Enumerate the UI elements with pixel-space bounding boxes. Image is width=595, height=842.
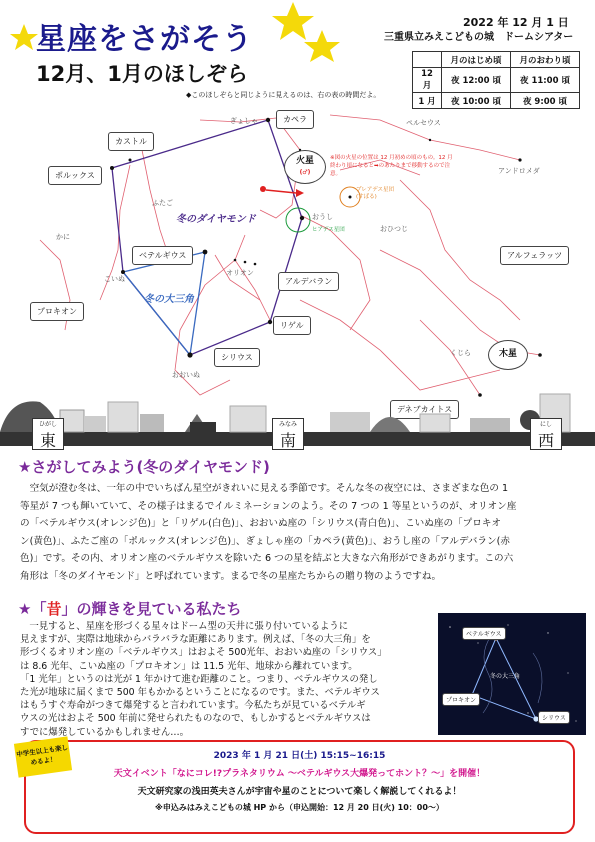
mars-note: ※図の火星の位置は 12 月初めの頃のもの。12 月終わり頃になると➡のあたりまで移動するので注意。 bbox=[330, 155, 453, 177]
faint-label: ペルセウス bbox=[406, 119, 441, 127]
label-pollux: ポルックス bbox=[48, 166, 102, 185]
event-apply: ※申込みはみえこどもの城 HP から（申込開始：12 月 20 日(火) 10：00～） bbox=[155, 803, 444, 812]
label-capella: カペラ bbox=[276, 110, 314, 129]
label-aldebaran: アルデバラン bbox=[278, 272, 339, 291]
faint-label: おひつじ bbox=[380, 225, 408, 233]
table-row: 12 月 夜 12:00 頃 夜 11:00 頃 bbox=[413, 68, 580, 93]
label-sirius: シリウス bbox=[214, 348, 260, 367]
star-icon bbox=[304, 30, 340, 62]
time-note: ◆このほしぞらと同じように見えるのは、右の表の時間だよ。 bbox=[186, 91, 381, 99]
faint-label: かに bbox=[56, 233, 70, 241]
label-mars: 火星 bbox=[295, 156, 314, 166]
direction-east: ひがし 東 bbox=[32, 418, 64, 450]
faint-label: ぎょしゃ bbox=[230, 117, 258, 125]
photo-label-triangle: 冬の大三角 bbox=[490, 673, 521, 680]
mars-bubble: 火星 (♂) bbox=[284, 150, 326, 184]
faint-label: おおいぬ bbox=[172, 371, 200, 379]
label-procyon: プロキオン bbox=[30, 302, 84, 321]
faint-label: オリオン bbox=[226, 269, 254, 277]
label-hyades: ヒアデス星団 bbox=[312, 227, 345, 233]
event-desc: 天文研究家の浅田英夫さんが宇宙や星のことについて楽しく解説してくれるよ！ bbox=[137, 787, 462, 797]
event-title: 天文イベント「なにコレ!?プラネタリウム ～ベテルギウス大爆発ってホント？～」を開催！ bbox=[113, 769, 486, 779]
label-pleiades: プレアデス星団 (すばる) bbox=[356, 187, 395, 200]
photo-label-betelgeuse: ベテルギウス bbox=[462, 627, 506, 640]
label-winter-diamond: 冬のダイヤモンド bbox=[176, 214, 256, 225]
label-betelgeuse: ベテルギウス bbox=[132, 246, 193, 265]
faint-label: くじら bbox=[450, 349, 471, 357]
faint-label: アンドロメダ bbox=[498, 167, 540, 175]
faint-label: こいぬ bbox=[104, 275, 125, 283]
issue-date: 2022 年 12 月 1 日 bbox=[463, 16, 569, 29]
faint-label: おうし bbox=[312, 213, 333, 221]
star-icon bbox=[10, 24, 38, 50]
photo-label-sirius: シリウス bbox=[538, 711, 570, 724]
direction-west: にし 西 bbox=[530, 418, 562, 450]
label-winter-triangle: 冬の大三角 bbox=[144, 294, 194, 305]
event-box bbox=[24, 740, 575, 834]
label-castor: カストル bbox=[108, 132, 154, 151]
section1-heading: ★さがしてみよう(冬のダイヤモンド) bbox=[18, 458, 270, 476]
section2-body: 一見すると、星座を形づくる星々はドーム型の天井に張り付いているように 見えますが、実際は地球からバラバラな距離にあります。例えば、「冬の大三角」を 形づくるオリオン座の「ベテルギウス」はおよそ 500光年、おおいぬ座の「シリウス」 は 8.6 光年、こいぬ座の「プロキオン」は 11.5 光年、地球から離れています。 「1 光年」というのは光が 1 年かけて進む距離のこと。つまり、ベテルギウスの発し た光が地球に届くまで 500 年もかかるということになるのです。また、ベテルギウス はもうすぐ寿命がつきて爆発すると言われています。今私たちが見ているベテルギ ウスの光はおよそ 500 年前に発せられたものなので、もしかするとベテルギウスは すでに爆発しているかもしれません…。 bbox=[20, 621, 387, 738]
section2-heading: ★「昔」の輝きを見ている私たち bbox=[18, 600, 242, 618]
organization: 三重県立みえこどもの城 ドームシアター bbox=[384, 32, 574, 43]
page-title: 星座をさがそう bbox=[36, 22, 253, 57]
page-subtitle: 12月、1月のほしぞら bbox=[36, 62, 248, 86]
star-icon bbox=[272, 2, 314, 40]
direction-south: みなみ 南 bbox=[272, 418, 304, 450]
table-header bbox=[413, 52, 442, 68]
faint-label: ふたご bbox=[152, 199, 173, 207]
label-jupiter: 木星 bbox=[488, 340, 528, 370]
table-header: 月のはじめ頃 bbox=[442, 52, 511, 68]
winter-triangle-photo bbox=[438, 613, 586, 735]
photo-label-procyon: プロキオン bbox=[442, 693, 480, 706]
event-date: 2023 年 1 月 21 日(土) 15:15~16:15 bbox=[213, 751, 386, 761]
label-rigel: リゲル bbox=[273, 316, 311, 335]
section1-body: 空気が澄む冬は、一年の中でいちばん星空がきれいに見える季節です。そんな冬の夜空には、さまざまな色の 1 等星が 7 つも輝いていて、その様子はまるでイルミネーションのよう。その 7 つの 1 等星というのが、オリオン座 の「ベテルギウス(オレンジ色)」と「リゲル(白色)」、おおいぬ座の「シリウス(青白色)」、こいぬ座の「プロキオ ン(黄色)」、ふたご座の「ポルックス(オレンジ色)」、ぎょしゃ座の「カペラ(黄色)」、おうし座の「アルデバラン(赤 色)」です。その内、オリオン座のベテルギウスを除いた 6 つの星を結ぶと大きな六角形ができあがります。この六 角形は「冬のダイヤモンド」と呼ばれています。まるで冬の星座たちからの贈り物のようですね。 bbox=[20, 483, 517, 582]
label-denebkaitos: デネブカイトス bbox=[390, 400, 459, 419]
table-header: 月のおわり頃 bbox=[511, 52, 580, 68]
label-alpheratz: アルフェラッツ bbox=[500, 246, 569, 265]
event-badge: 中学生以上も楽しめるよ！ bbox=[14, 736, 72, 777]
table-row: 1 月 夜 10:00 頃 夜 9:00 頃 bbox=[413, 93, 580, 109]
